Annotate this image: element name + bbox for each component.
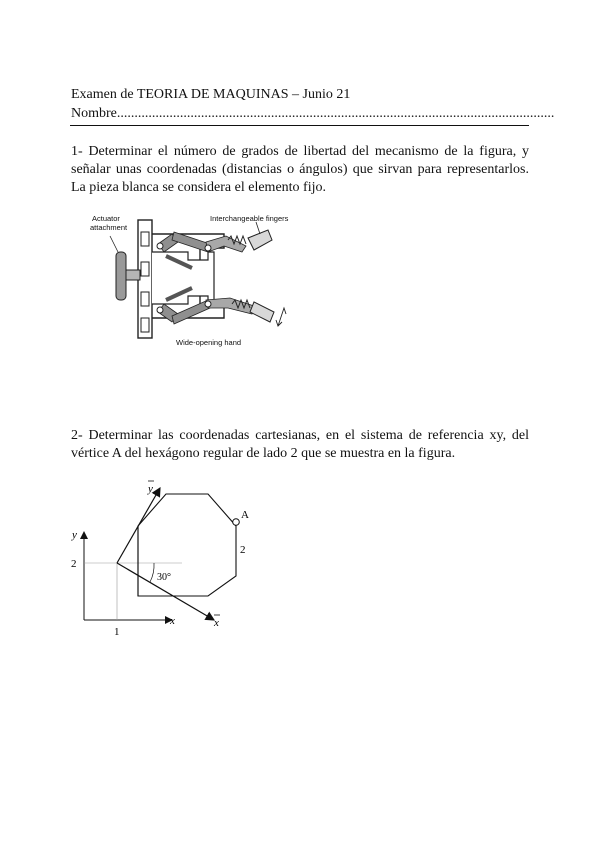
name-label: Nombre	[71, 106, 117, 121]
hexagon	[138, 494, 236, 596]
angle-arc	[150, 563, 154, 582]
label-actuator-2: attachment	[90, 223, 128, 232]
label-A: A	[241, 509, 249, 521]
label-xbar: x	[214, 617, 219, 629]
frame-center	[152, 252, 214, 304]
name-dots: .............................................................................................................................	[116, 106, 555, 121]
question-1-text: 1- Determinar el número de grados de libertad del mecanismo de la figura, y señalar unas coordenadas (distancias o ángulos) que sirvan para representarlos. La pieza blanca se considera el elemento fijo.	[71, 144, 529, 195]
label-angle: 30°	[157, 572, 171, 583]
name-line	[71, 106, 554, 122]
actuator-shaft	[126, 270, 140, 280]
frame-slot-3	[141, 292, 149, 306]
hexagon-figure	[64, 474, 264, 642]
frame-slot-4	[141, 318, 149, 332]
header-rule	[70, 125, 529, 126]
question-2-text: 2- Determinar las coordenadas cartesianas, en el sistema de referencia xy, del vértice A del hexágono regular de lado 2 que se muestra en la figura.	[71, 428, 529, 461]
label-actuator-1: Actuator	[92, 214, 120, 223]
actuator-knob	[116, 252, 126, 300]
tick-label-x: 1	[114, 626, 120, 638]
pivot-2	[157, 307, 163, 313]
opening-arrow	[276, 308, 286, 326]
exam-title: Examen de TEORIA DE MAQUINAS – Junio 21	[71, 87, 351, 102]
fingers-leader	[256, 222, 260, 234]
label-y: y	[72, 529, 77, 541]
label-fingers: Interchangeable fingers	[210, 214, 289, 223]
label-side-length: 2	[240, 544, 246, 556]
gripper-figure	[88, 208, 310, 350]
label-x: x	[170, 615, 175, 627]
label-ybar: y	[148, 483, 153, 495]
actuator-leader	[110, 236, 118, 252]
frame-slot-2	[141, 262, 149, 276]
frame-slot-1	[141, 232, 149, 246]
vertex-A-marker	[233, 519, 240, 526]
tick-label-y: 2	[71, 558, 77, 570]
pivot-4	[205, 301, 211, 307]
upper-link-2	[172, 232, 210, 252]
pivot-1	[157, 243, 163, 249]
label-caption: Wide-opening hand	[176, 338, 242, 347]
lower-finger	[250, 302, 274, 322]
pivot-3	[205, 245, 211, 251]
